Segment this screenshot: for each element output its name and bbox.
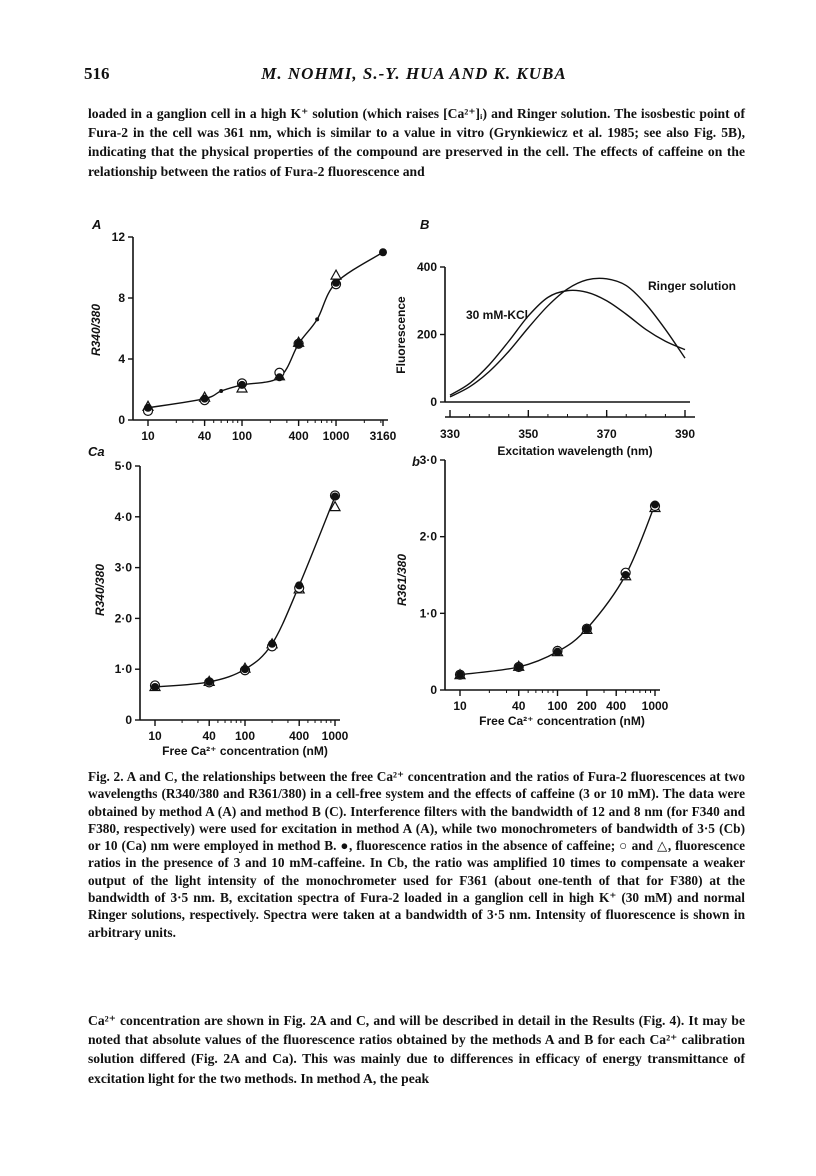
x-tick-label-Cb: 40 xyxy=(512,699,526,713)
x-tick-label-Cb: 10 xyxy=(453,699,467,713)
triangle-marker-A xyxy=(331,270,341,279)
y-tick-label-A: 8 xyxy=(118,291,125,305)
y-tick-label-Cb: 0 xyxy=(430,683,437,697)
bottom-paragraph: Ca²⁺ concentration are shown in Fig. 2A and C, and will be described in detail in the Results (Fig. 4). It may be noted that absolute values of the fluorescence ratios obtained by the methods A and B for each Ca²⁺ calibration solution differed (Fig. 2A and Ca). This was mainly due to differences in efficacy of energy transmittance of excitation light for the two methods. In method A, the peak xyxy=(88,1013,745,1086)
y-tick-label-B: 0 xyxy=(430,395,437,409)
filled-marker-A xyxy=(238,381,246,389)
filled-marker-Ca xyxy=(241,665,249,673)
x-tick-label-B: 330 xyxy=(439,427,461,441)
legend-ringer: Ringer solution xyxy=(648,279,736,293)
y-tick-label-B: 200 xyxy=(416,327,437,342)
filled-marker-Ca xyxy=(205,678,213,686)
x-tick-label-Ca: 1000 xyxy=(321,729,349,743)
fit-curve-A xyxy=(148,252,383,408)
y-tick-label-Ca: 3·0 xyxy=(114,560,132,575)
y-tick-label-Ca: 5·0 xyxy=(114,459,132,473)
filled-marker-A xyxy=(144,404,152,412)
figure-caption: Fig. 2. A and C, the relationships between the free Ca²⁺ concentration and the ratios of Fura-2 fluorescences at two wavelengths (R340/380 and R361/380) in a cell-free system and the effects of caffeine (3 or 10 mM). The data were obtained by method A (A) and method B (C). Interference filters with the bandwidth of 12 and 8 nm (for F340 and F380, respectively) were used for excitation in method A (A), while two monochrometers of bandwidth of 3·5 (Cb) or 10 (Ca) nm were employed in method B. ●, fluorescence ratios in the absence of caffeine; ○ and △, fluorescence ratios in the presence of 3 and 10 mM-caffeine. In Cb, the ratio was amplified 10 times to compensate a weaker output of the light intensity of the monochrometer used for F361 (about one-tenth of that for F380) at the bandwidth of 3·5 nm. B, excitation spectra of Fura-2 loaded in a ganglion cell in high K⁺ (30 mM) and normal Ringer solutions, respectively. Spectra were taken at a bandwidth of 3·5 nm. Intensity of fluorescence is shown in arbitrary units. xyxy=(88,769,745,940)
fit-curve-Ca xyxy=(155,496,335,686)
filled-marker-Cb xyxy=(554,648,562,656)
x-tick-label-Cb: 400 xyxy=(606,699,627,713)
y-axis-label-B: Fluorescence xyxy=(394,296,408,374)
filled-marker-A xyxy=(379,248,387,256)
kcl-curve xyxy=(450,290,685,395)
panel-label-Ca: Ca xyxy=(88,444,105,459)
filled-marker-A xyxy=(201,395,209,403)
x-axis-label-B: Excitation wavelength (nm) xyxy=(497,444,653,458)
running-authors: M. NOHMI, S.-Y. HUA AND K. KUBA xyxy=(261,64,567,83)
y-tick-label-Cb: 2·0 xyxy=(419,529,437,544)
page-number: 516 xyxy=(84,64,110,83)
x-tick-label-A: 3160 xyxy=(369,429,397,443)
y-tick-label-A: 12 xyxy=(111,230,125,244)
filled-marker-Ca xyxy=(268,640,276,648)
y-axis-label-Ca: R340/380 xyxy=(93,563,107,617)
y-axis-label-Cb: R361/380 xyxy=(395,553,409,607)
x-tick-label-Ca: 100 xyxy=(234,729,256,743)
filled-marker-Cb xyxy=(583,625,591,633)
x-tick-label-Cb: 200 xyxy=(576,699,597,713)
legend-kcl: 30 mM-KCl xyxy=(466,308,529,322)
filled-marker-Cb xyxy=(622,571,630,579)
filled-marker-A xyxy=(295,340,303,348)
y-tick-label-A: 4 xyxy=(118,352,125,366)
filled-marker-Cb xyxy=(456,671,464,679)
y-tick-label-Cb: 3·0 xyxy=(419,453,437,467)
filled-marker-A xyxy=(315,317,319,321)
filled-marker-Ca xyxy=(331,492,339,500)
filled-marker-Ca xyxy=(151,683,159,691)
x-tick-label-B: 390 xyxy=(674,427,696,441)
y-tick-label-Cb: 1·0 xyxy=(419,606,437,621)
x-tick-label-Cb: 100 xyxy=(547,699,568,713)
filled-marker-Ca xyxy=(295,581,303,589)
x-tick-label-A: 40 xyxy=(197,429,212,443)
top-paragraph: loaded in a ganglion cell in a high K⁺ solution (which raises [Ca²⁺]ᵢ) and Ringer solution. The isosbestic point of Fura-2 in the cell was 361 nm, which is similar to a value in vitro (Grynkiewicz et al. 1985; see also Fig. 5B), indicating that the physical properties of the compound are preserved in the cell. The effects of caffeine on the relationship between the ratios of Fura-2 fluorescence and xyxy=(88,106,745,179)
panel-label-A: A xyxy=(92,217,102,232)
y-tick-label-Ca: 4·0 xyxy=(114,509,132,524)
x-tick-label-Ca: 10 xyxy=(148,729,162,743)
x-tick-label-Ca: 400 xyxy=(289,729,310,743)
x-tick-label-B: 370 xyxy=(596,427,617,441)
x-axis-label-Cb: Free Ca²⁺ concentration (nM) xyxy=(479,714,645,728)
x-tick-label-A: 1000 xyxy=(322,429,350,443)
x-tick-label-Cb: 1000 xyxy=(641,699,669,713)
y-axis-label-A: R340/380 xyxy=(89,303,103,357)
filled-marker-A xyxy=(219,389,223,393)
filled-marker-A xyxy=(275,373,283,381)
x-tick-label-Ca: 40 xyxy=(202,729,216,743)
ringer-curve xyxy=(450,278,685,397)
y-tick-label-B: 400 xyxy=(416,260,437,274)
y-tick-label-Ca: 1·0 xyxy=(114,662,132,677)
x-tick-label-A: 100 xyxy=(231,429,253,443)
x-tick-label-B: 350 xyxy=(518,427,539,441)
filled-marker-Cb xyxy=(515,663,523,671)
x-tick-label-A: 10 xyxy=(141,429,155,443)
y-tick-label-A: 0 xyxy=(118,413,125,427)
filled-marker-A xyxy=(332,279,340,287)
x-tick-label-A: 400 xyxy=(288,429,309,443)
panel-label-Cb: b xyxy=(412,454,420,469)
y-tick-label-Ca: 0 xyxy=(125,713,132,727)
filled-marker-Cb xyxy=(651,500,659,508)
y-tick-label-Ca: 2·0 xyxy=(114,611,132,626)
panel-label-B: B xyxy=(420,217,430,232)
x-axis-label-Ca: Free Ca²⁺ concentration (nM) xyxy=(162,744,328,758)
